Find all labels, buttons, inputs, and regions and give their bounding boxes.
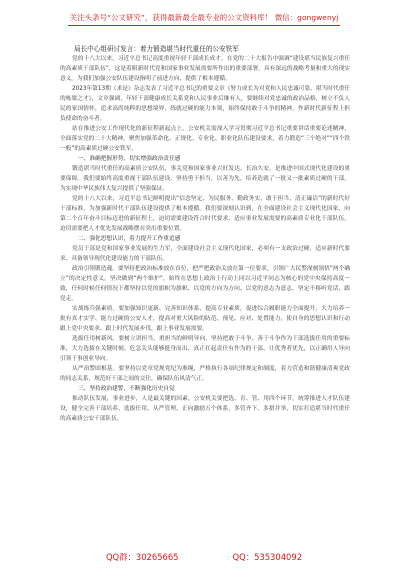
body-paragraph: 2023年第13期《求是》杂志发表了习近平总书记的重要文章《努力成长为对党和人民忠诚可靠、堪当时代重任的栋梁之才》，文章强调，年轻干部健康成长关系党和人民事业后继有人，要继续对党忠诚的政治品格，树立不负人民的家国情怀，追求高尚纯粹的思想境界，练就过硬的能力本领，始终保持敢于斗争的精神，作新时代新征程上担负使命的奋斗者。 xyxy=(60,86,350,122)
section-heading: 二、强化思想认识，着力提升工作重追感 xyxy=(78,236,181,242)
body-paragraph: 从严治警固根基。要坚持以党章党规党纪为准绳，严格执行各项纪律规定和制度，着力营造和谐健康清爽党政的同志关系，规范好干部之间的交往，确保队伍风清气正。 xyxy=(60,366,350,382)
body-paragraph: 党员干部是党和国家事业发展的生力军，全面建设社会主义现代化国家，必须有一支政治过硬、适应新时代要求、具备领导现代化建设能力的干部队伍。 xyxy=(60,246,350,262)
top-banner xyxy=(0,10,408,28)
body-paragraph: 党的十八大以来，习近平总书记高度重视年轻干部成长成才。在党的二十大报告中强调“建设堪当民族复兴重任的高素质干部队伍”，这是着眼新时代党和国家事业发展需要所作出的重要部署。具有深远的战略考量和重大的现实意义。为我们加强公安队伍建设指明了前进方向、提供了根本遵循。 xyxy=(60,56,350,82)
body-paragraph: 政治引领锻造魂。要坚持把政治标准放在首位，把严把政治关放在第一位要求，引领广大民警深刻领悟“两个确立”的决定性意义，坚决做到“两个维护”，始终在思想上政治上行动上同以习近平同志为核心的党中央保持高度一致，任何时候任何情况下都坚持以党的旗帜为旗帜、以党的方向为方向、以党的意志为意志，坚定不移听党话、跟党走。 xyxy=(60,266,350,302)
body-paragraph: 推动队伍发展，事业进步，人是最关键的因素，公安机关要把选、育、管、用四个环节，统筹推进人才队伍建设，健全完善干部培养、选拔任用、从严管理、正向激励五个体系，多管齐下、多措并举，切实打造堪当时代重任的高素质公安干部队伍。 xyxy=(60,396,350,422)
body-paragraph: 站在推进公安工作现代化的新征程新起点上，公安机关需深入学习贯彻习近平总书记重要讲话重要论述精神，全面落实党的二十大精神，聚焦加强革命化、正规化、专业化、职业化队伍建设要求，着力锻造“三个绝对”“四个铁一般”的高素质过硬公安铁军。 xyxy=(60,126,350,152)
section-heading: 一、准确把握形势，切实增强政治责任感 xyxy=(78,156,181,162)
body-paragraph: 锻造堪当时代重任的高素质公安队伍，事关党和国家事业兴旺发达、长治久安，是推进中国式现代化建设的重要保障。我们要始终高度重视干部队伍建设，坚持勇于担当，以善为先，培养造就了一批又一批素质过硬的干部，为实现中华民族伟大复兴提供了坚强保证。 xyxy=(60,166,350,192)
body-paragraph: 实战练兵强素质。要加强知识更新、完善知识体系、提高专业素质，促进综合履职能力全面提升，大力培养一批有真才实学、能力过硬的公安人才，提高对重大风险的防范、预见、应对、处置能力，使自身的思想认识和行动跟上党中央要求、跟上时代发展步伐，跟上事业发展需要。 xyxy=(60,306,350,332)
footer xyxy=(0,551,408,569)
banner-text: 关注头条号“公文研究”，获得最新最全最专业的公文资料库！ 微信：gongwenyj xyxy=(68,12,341,26)
footer-qq: QQ：535304092 xyxy=(232,552,303,562)
footer-qq-group: QQ群：30265665 xyxy=(105,552,179,562)
document-body xyxy=(60,54,350,424)
document-page xyxy=(60,44,350,544)
document-title: 局长中心组研讨发言：着力锻造堪当时代重任的公安铁军 xyxy=(74,45,239,53)
body-paragraph: 选拔任用树新风。要树立讲担当、重担当的鲜明导向，坚持把敢于斗争、善于斗争作为干部选拔任用的重要标准，大力选拔在关键时刻、危急关头能够挺身而出、真正扛起责任有作为的干部，让优秀者优先，以正确用人导向引领干事创业导向。 xyxy=(60,336,350,362)
body-paragraph: 党的十八大以来，习近平总书记鲜明提出“信念坚定、为民服务、勤政务实、敢于担当、清正廉洁”的新时代好干部标准，为加强新时代干部队伍建设提供了根本遵循。我们要深刻认识到，在全面建设社会主义现代化国家、向第二个百年奋斗目标迈进的新征程上，迫切需要建设符合时代要求、适应事业发展需要的高素质专业化干部队伍，迫切需要把人才优先发展战略摆在突出重要位置。 xyxy=(60,196,350,232)
section-heading: 三、坚持政治建警，不断强化历史自觉 xyxy=(78,386,175,392)
